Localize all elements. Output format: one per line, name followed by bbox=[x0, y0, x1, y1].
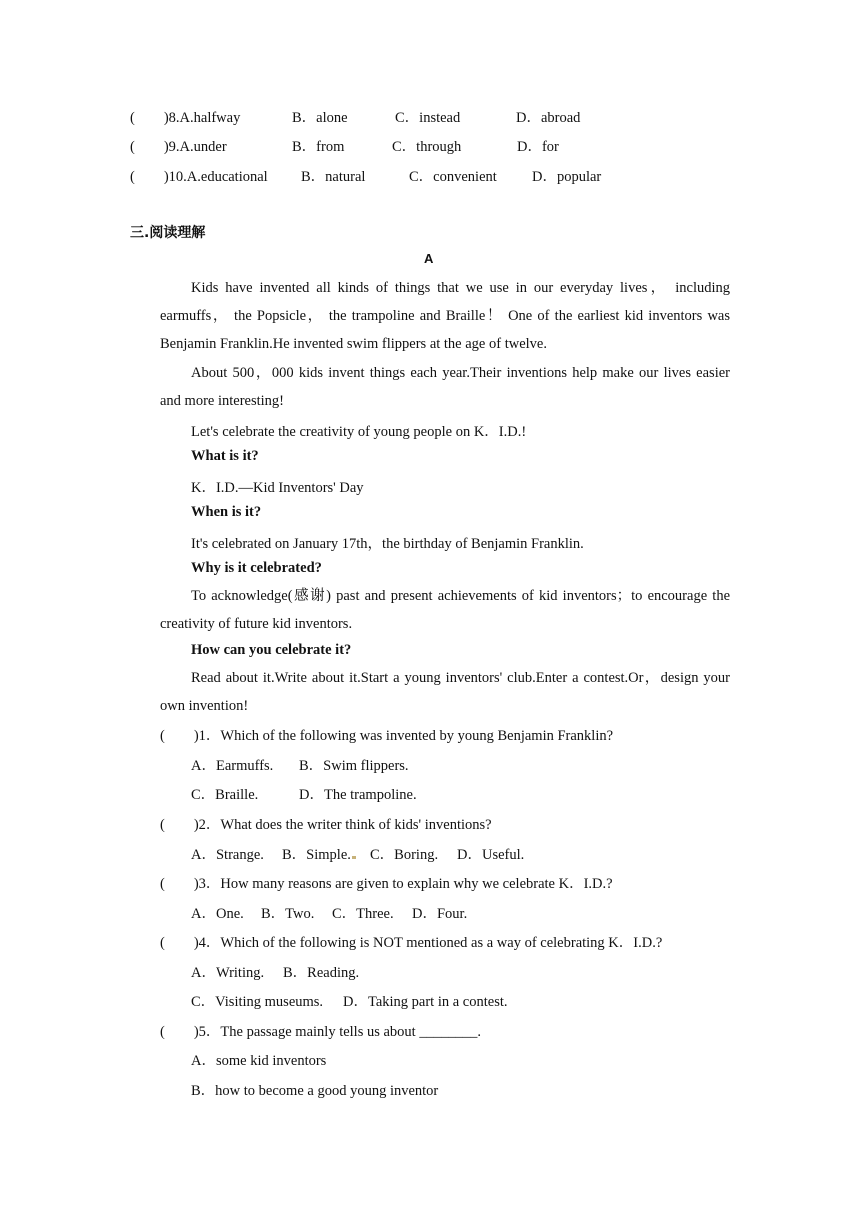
question-2: ( )2．What does the writer think of kids' inventions? bbox=[160, 817, 492, 833]
q2-option-c: C．Boring. bbox=[370, 847, 439, 863]
passage-paragraph-3: Let's celebrate the creativity of young people on K．I.D.! bbox=[191, 424, 527, 440]
passage-paragraph-1-text: Kids have invented all kinds of things that we use in our everyday lives， including earmuffs， the Popsicle， the trampoline and Braille！ One of the earliest kid inventors was Benjamin Franklin.He invented swim flippers at the age of twelve. bbox=[160, 280, 730, 352]
cloze-10-b: B．natural bbox=[301, 169, 366, 185]
passage-paragraph-1 bbox=[160, 274, 730, 358]
heading-when: When is it? bbox=[191, 504, 262, 520]
heading-what: What is it? bbox=[191, 448, 259, 464]
q4-option-c: C．Visiting museums. bbox=[191, 994, 324, 1010]
cloze-10-c: C．convenient bbox=[409, 169, 497, 185]
q1-option-b: B．Swim flippers. bbox=[299, 758, 409, 774]
heading-why: Why is it celebrated? bbox=[191, 560, 322, 576]
heading-how: How can you celebrate it? bbox=[191, 642, 352, 658]
cloze-9-b: B．from bbox=[292, 139, 345, 155]
question-4: ( )4．Which of the following is NOT mentioned as a way of celebrating K．I.D.? bbox=[160, 935, 663, 951]
answer-why bbox=[160, 582, 730, 638]
q2-option-a: A．Strange. bbox=[191, 847, 264, 863]
cloze-8-d: D．abroad bbox=[516, 110, 581, 126]
q2-option-b-text: B．Simple. bbox=[282, 847, 351, 863]
answer-why-text: To acknowledge(感谢) past and present achievements of kid inventors；to encourage the creativity of future kid inventors. bbox=[160, 588, 730, 632]
cloze-8-b: B．alone bbox=[292, 110, 348, 126]
cloze-9-d: D．for bbox=[517, 139, 559, 155]
cloze-9-c: C．through bbox=[392, 139, 462, 155]
q3-option-b: B．Two. bbox=[261, 906, 315, 922]
q5-option-a: A．some kid inventors bbox=[191, 1053, 327, 1069]
cloze-8-a: ( )8.A.halfway bbox=[130, 110, 241, 126]
cloze-8-c: C．instead bbox=[395, 110, 461, 126]
question-1: ( )1．Which of the following was invented by young Benjamin Franklin? bbox=[160, 728, 614, 744]
annotation-mark bbox=[352, 856, 356, 859]
answer-when: It's celebrated on January 17th，the birthday of Benjamin Franklin. bbox=[191, 536, 584, 552]
q2-option-d: D．Useful. bbox=[457, 847, 525, 863]
question-3: ( )3．How many reasons are given to explain why we celebrate K．I.D.? bbox=[160, 876, 613, 892]
q2-option-b bbox=[282, 843, 356, 864]
question-5: ( )5．The passage mainly tells us about ________. bbox=[160, 1024, 481, 1040]
q4-option-d: D．Taking part in a contest. bbox=[343, 994, 508, 1010]
q5-option-b: B．how to become a good young inventor bbox=[191, 1083, 439, 1099]
q1-option-c: C．Braille. bbox=[191, 787, 259, 803]
q1-option-d: D．The trampoline. bbox=[299, 787, 417, 803]
q3-option-d: D．Four. bbox=[412, 906, 468, 922]
cloze-10-a: ( )10.A.educational bbox=[130, 169, 268, 185]
q4-option-b: B．Reading. bbox=[283, 965, 360, 981]
answer-how bbox=[160, 664, 730, 720]
cloze-10-d: D．popular bbox=[532, 169, 602, 185]
answer-what: K．I.D.—Kid Inventors' Day bbox=[191, 480, 364, 496]
q3-option-c: C．Three. bbox=[332, 906, 394, 922]
section-title: 三.阅读理解 bbox=[130, 225, 206, 241]
q3-option-a: A．One. bbox=[191, 906, 244, 922]
answer-how-text: Read about it.Write about it.Start a young inventors' club.Enter a contest.Or，design your own invention! bbox=[160, 670, 730, 714]
q1-option-a: A．Earmuffs. bbox=[191, 758, 274, 774]
passage-paragraph-2-text: About 500，000 kids invent things each year.Their inventions help make our lives easier and more interesting! bbox=[160, 365, 730, 409]
passage-label: A bbox=[424, 251, 434, 266]
passage-paragraph-2 bbox=[160, 359, 730, 415]
q4-option-a: A．Writing. bbox=[191, 965, 265, 981]
cloze-9-a: ( )9.A.under bbox=[130, 139, 227, 155]
